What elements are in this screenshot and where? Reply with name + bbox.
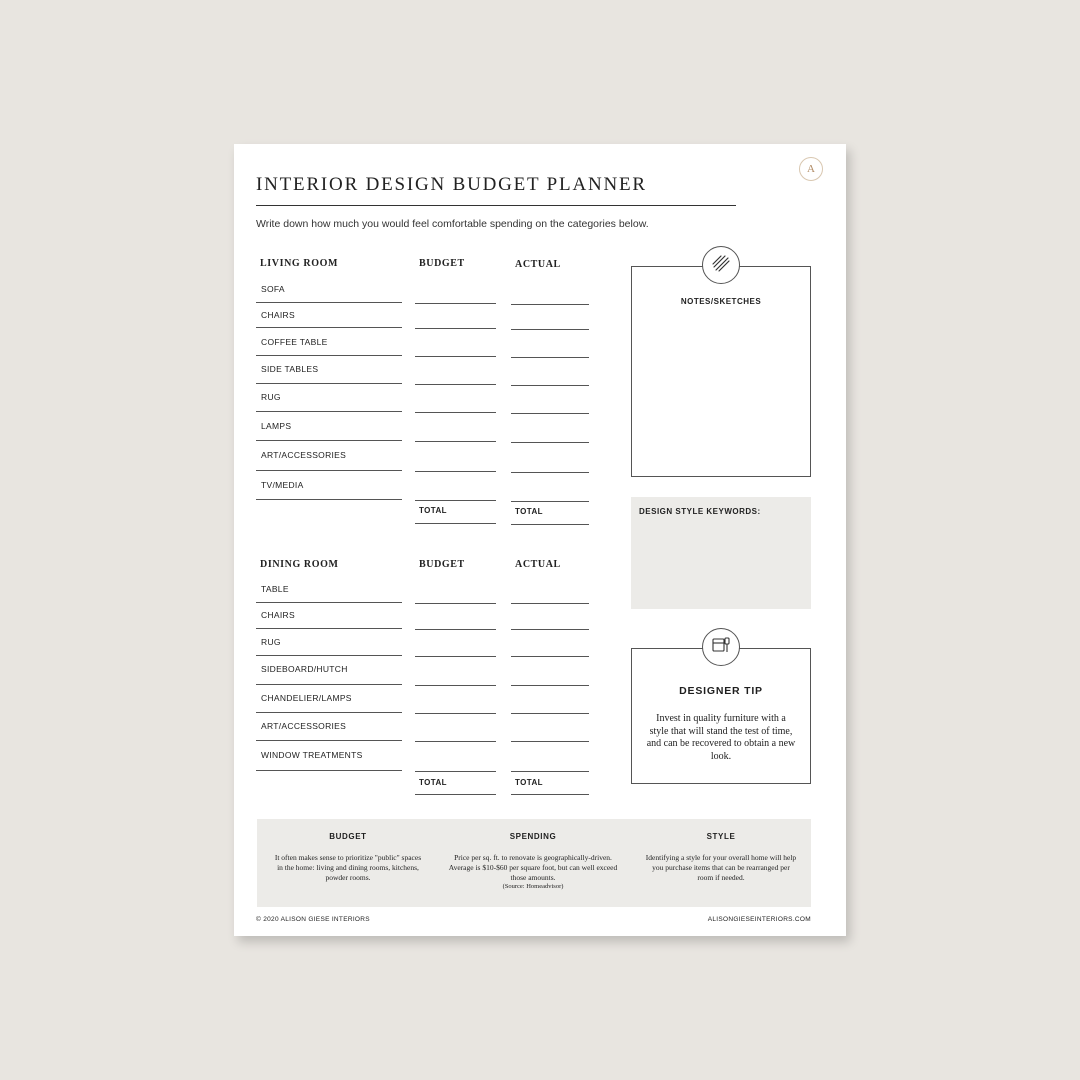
keywords-heading: DESIGN STYLE KEYWORDS: [639,507,761,516]
living-item-label: TV/MEDIA [261,480,304,490]
dining-total-budget-line[interactable] [415,794,496,795]
dining-total-actual-label: TOTAL [515,778,543,787]
dining-item-line [256,740,402,741]
living-budget-field[interactable] [415,328,496,329]
dining-budget-field[interactable] [415,656,496,657]
dining-actual-field[interactable] [511,741,589,742]
info-spending-text: Price per sq. ft. to renovate is geographically-driven. Average is $10-$60 per square foot, but can well exceed those amounts. [448,853,618,882]
living-room-heading: LIVING ROOM [260,258,338,269]
living-item-label: ART/ACCESSORIES [261,450,347,460]
info-budget-heading: BUDGET [329,832,367,841]
living-actual-field[interactable] [511,385,589,386]
dining-actual-field[interactable] [511,629,589,630]
living-item-line [256,470,402,471]
paint-swatch-icon [710,634,732,661]
dining-item-line [256,628,402,629]
designer-tip-heading: DESIGNER TIP [679,685,763,697]
dining-actual-field[interactable] [511,685,589,686]
living-item-line [256,355,402,356]
pencils-icon [710,252,732,279]
living-actual-field[interactable] [511,472,589,473]
page-title: INTERIOR DESIGN BUDGET PLANNER [256,174,647,195]
dining-room-heading: DINING ROOM [260,559,339,570]
footer-copyright: © 2020 ALISON GIESE INTERIORS [256,916,370,923]
dining-budget-field[interactable] [415,771,496,772]
dining-item-label: CHAIRS [261,610,295,620]
notes-badge [702,246,740,284]
dining-item-label: TABLE [261,584,289,594]
living-budget-field[interactable] [415,441,496,442]
logo-letter: A [807,163,815,175]
living-budget-field[interactable] [415,471,496,472]
living-item-line [256,440,402,441]
info-spending-heading: SPENDING [509,832,557,841]
living-budget-field[interactable] [415,356,496,357]
dining-item-label: SIDEBOARD/HUTCH [261,664,348,674]
living-total-actual-label: TOTAL [515,507,543,516]
notes-heading: NOTES/SKETCHES [680,297,762,306]
dining-item-line [256,770,402,771]
living-item-label: LAMPS [261,421,292,431]
living-total-actual-line[interactable] [511,524,589,525]
dining-item-label: CHANDELIER/LAMPS [261,693,352,703]
living-item-label: SIDE TABLES [261,364,319,374]
dining-item-label: RUG [261,637,281,647]
dining-total-budget-label: TOTAL [419,778,447,787]
designer-tip-box [631,648,811,784]
living-budget-field[interactable] [415,412,496,413]
dining-actual-heading: ACTUAL [515,559,561,570]
living-actual-field[interactable] [511,413,589,414]
dining-item-label: WINDOW TREATMENTS [261,750,363,760]
tip-badge [702,628,740,666]
dining-budget-field[interactable] [415,685,496,686]
brand-logo [799,157,823,181]
page-subtitle: Write down how much you would feel comfortable spending on the categories below. [256,218,649,230]
living-item-label: COFFEE TABLE [261,337,328,347]
dining-item-label: ART/ACCESSORIES [261,721,347,731]
info-style-text: Identifying a style for your overall home will help you purchase items that can be rearranged per room if needed. [645,853,797,882]
living-budget-field[interactable] [415,303,496,304]
info-spending-source: (Source: Homeadvisor) [502,883,564,890]
dining-budget-field[interactable] [415,603,496,604]
design-style-keywords-box[interactable] [631,497,811,609]
info-budget-text: It often makes sense to prioritize "public" spaces in the home: living and dining rooms, kitchens, powder rooms. [274,853,422,882]
dining-budget-heading: BUDGET [419,559,465,570]
living-actual-heading: ACTUAL [515,259,561,270]
living-item-label: RUG [261,392,281,402]
footer-website[interactable]: ALISONGIESEINTERIORS.COM [707,916,811,923]
living-actual-field[interactable] [511,329,589,330]
dining-item-line [256,712,402,713]
dining-actual-field[interactable] [511,713,589,714]
living-actual-field[interactable] [511,357,589,358]
living-budget-field[interactable] [415,500,496,501]
living-item-line [256,499,402,500]
info-style-heading: STYLE [706,832,736,841]
living-budget-field[interactable] [415,384,496,385]
info-band [257,819,811,907]
living-item-line [256,411,402,412]
living-budget-heading: BUDGET [419,258,465,269]
dining-actual-field[interactable] [511,656,589,657]
living-item-line [256,302,402,303]
dining-item-line [256,684,402,685]
dining-actual-field[interactable] [511,771,589,772]
living-actual-field[interactable] [511,304,589,305]
dining-budget-field[interactable] [415,713,496,714]
living-item-line [256,327,402,328]
living-actual-field[interactable] [511,442,589,443]
living-total-budget-line[interactable] [415,523,496,524]
planner-sheet [234,144,846,936]
living-item-label: SOFA [261,284,285,294]
title-divider [256,205,736,206]
living-total-budget-label: TOTAL [419,506,447,515]
living-item-line [256,383,402,384]
dining-budget-field[interactable] [415,741,496,742]
dining-budget-field[interactable] [415,629,496,630]
dining-actual-field[interactable] [511,603,589,604]
living-actual-field[interactable] [511,501,589,502]
dining-total-actual-line[interactable] [511,794,589,795]
dining-item-line [256,655,402,656]
designer-tip-text: Invest in quality furniture with a style that will stand the test of time, and can be recovered to obtain a new look. [646,713,796,762]
dining-item-line [256,602,402,603]
living-item-label: CHAIRS [261,310,295,320]
notes-sketches-box[interactable] [631,266,811,477]
